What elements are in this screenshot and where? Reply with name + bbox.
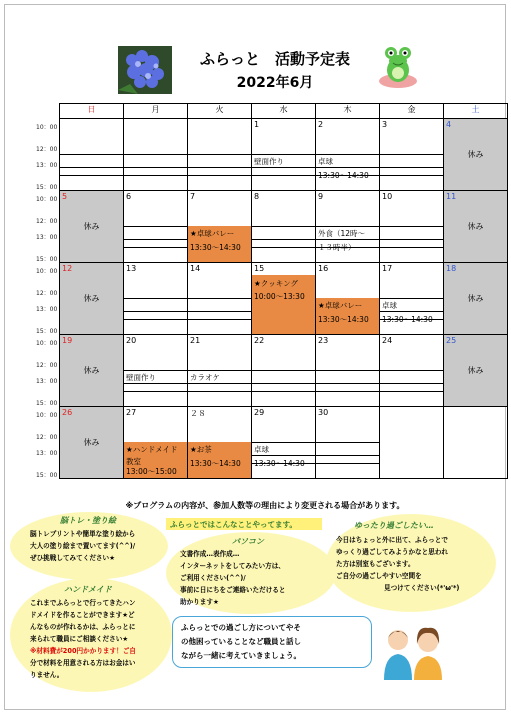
consult-line: ながら一緒に考えていきましょう。 <box>181 651 301 660</box>
date-number: 9 <box>318 192 324 201</box>
date-number: 22 <box>254 336 265 345</box>
time-divider <box>188 175 251 176</box>
date-number: 5 <box>62 192 68 201</box>
event-time: １３時半） <box>318 243 356 252</box>
event-label: ★卓球バレー <box>190 229 235 238</box>
closed-label: 休み <box>83 366 100 375</box>
closed-label: 休み <box>467 222 484 231</box>
day-cell <box>380 263 444 335</box>
time-label: 15：00 <box>36 471 58 479</box>
weekday-mon: 月 <box>124 104 188 119</box>
time-divider <box>380 226 443 227</box>
time-divider <box>60 167 123 168</box>
time-divider <box>316 455 379 456</box>
day-cell <box>252 407 316 479</box>
closed-label: 休み <box>467 150 484 159</box>
date-number: 17 <box>382 264 393 273</box>
page-subtitle: 2022年6月 <box>236 75 314 91</box>
handmade-line: りません。 <box>30 671 64 679</box>
date-number: 11 <box>446 192 457 201</box>
event-time: 13:00～15:00 <box>126 467 177 476</box>
day-cell <box>444 191 508 263</box>
weekday-fri: 金 <box>380 104 444 119</box>
pc-line: 助かります★ <box>180 598 219 606</box>
handmade-text <box>30 597 136 681</box>
day-cell <box>252 335 316 407</box>
time-divider <box>252 247 315 248</box>
pc-line: インターネットをしてみたい方は、 <box>180 562 285 570</box>
day-cell <box>188 119 252 191</box>
time-divider <box>124 298 187 299</box>
time-divider <box>60 154 123 155</box>
date-number: 24 <box>382 336 393 345</box>
page-title: ふらっと 活動予定表 <box>199 50 350 68</box>
weekday-header-row <box>34 104 508 119</box>
day-cell <box>252 263 316 335</box>
time-divider <box>316 383 379 384</box>
time-label: 13：00 <box>36 305 58 313</box>
time-label: 13：00 <box>36 449 58 457</box>
event-time: 10:00～13:30 <box>254 292 305 301</box>
day-cell <box>124 335 188 407</box>
time-divider <box>252 391 315 392</box>
pc-line: 事前に日にちをご連絡いただけると <box>180 586 286 594</box>
day-cell <box>316 119 380 191</box>
event-label: ★ハンドメイド <box>126 445 178 454</box>
date-number: 2 <box>318 120 324 129</box>
handmade-cost-note: ※材料費が200円かかります！ご自 <box>30 647 136 655</box>
event-time: 13:30～14:30 <box>254 459 305 468</box>
day-cell <box>60 119 124 191</box>
day-cell <box>60 191 124 263</box>
day-cell <box>124 119 188 191</box>
date-number: 30 <box>318 408 329 417</box>
day-cell <box>444 335 508 407</box>
calendar-table <box>34 103 508 479</box>
time-divider <box>124 175 187 176</box>
date-number: 29 <box>254 408 265 417</box>
time-label: 10：00 <box>36 195 58 203</box>
week-row <box>34 263 508 335</box>
handmade-title: ハンドメイド <box>64 585 112 594</box>
time-divider <box>124 167 187 168</box>
schedule-change-note: ※プログラムの内容が、参加人数等の理由により変更される場合があります。 <box>125 501 405 510</box>
brain-training-title: 脳トレ・塗り絵 <box>60 516 116 525</box>
time-divider <box>380 175 443 176</box>
pc-line: ご利用ください(^^)/ <box>180 574 246 582</box>
day-cell <box>380 407 444 479</box>
closed-label: 休み <box>467 366 484 375</box>
time-divider <box>252 175 315 176</box>
relax-line: 見つけてください(*'ω'*) <box>384 584 460 592</box>
time-divider <box>60 175 123 176</box>
event-time: 13:30～14:30 <box>318 171 369 180</box>
date-number: 4 <box>446 120 452 129</box>
time-divider <box>316 391 379 392</box>
time-divider <box>380 167 443 168</box>
date-number: 20 <box>126 336 137 345</box>
hydrangea-image <box>118 46 172 94</box>
time-column <box>34 335 60 407</box>
relax-line: た方は別室もございます。 <box>336 560 415 568</box>
handmade-line: ドメイドを作ることができます★ど <box>30 611 135 619</box>
event-label: 卓球 <box>318 157 333 166</box>
time-column <box>34 407 60 479</box>
day-cell <box>252 191 316 263</box>
date-number: 25 <box>446 336 457 345</box>
relax-line: ゆっくり過ごしてみようかなと思われ <box>336 548 449 556</box>
day-cell <box>60 335 124 407</box>
time-divider <box>316 370 379 371</box>
weekday-thu: 木 <box>316 104 380 119</box>
date-number: ２８ <box>190 409 206 418</box>
time-label: 12：00 <box>36 145 58 153</box>
relax-title: ゆったり過ごしたい… <box>354 521 434 530</box>
time-divider <box>380 383 443 384</box>
closed-label: 休み <box>83 222 100 231</box>
time-column <box>34 119 60 191</box>
event-label: ★クッキング <box>254 279 298 288</box>
week-row <box>34 191 508 263</box>
time-divider <box>188 319 251 320</box>
consult-line: ふらっとでの過ごし方についてやそ <box>181 623 301 632</box>
time-divider <box>380 247 443 248</box>
date-number: 6 <box>126 192 132 201</box>
time-divider <box>124 226 187 227</box>
handmade-line: これまでふらっとで行ってきたハン <box>30 599 136 607</box>
event-label: 壁面作り <box>126 373 156 382</box>
weekday-sun: 日 <box>60 104 124 119</box>
brain-training-line: 大人の塗り絵まで置いてます(^^)/ <box>30 542 136 550</box>
time-label: 15：00 <box>36 183 58 191</box>
time-label: 12：00 <box>36 217 58 225</box>
time-label: 10：00 <box>36 267 58 275</box>
brain-training-line: 脳トレプリントや簡単な塗り絵から <box>30 530 136 538</box>
time-label: 15：00 <box>36 399 58 407</box>
day-cell <box>380 119 444 191</box>
time-label: 10：00 <box>36 411 58 419</box>
closed-label: 休み <box>83 294 100 303</box>
time-label: 13：00 <box>36 161 58 169</box>
time-label: 15：00 <box>36 255 58 263</box>
time-divider <box>316 463 379 464</box>
day-cell <box>316 335 380 407</box>
day-cell <box>188 335 252 407</box>
event-label: 卓球 <box>382 301 397 310</box>
day-cell <box>380 335 444 407</box>
event-time: 13:30～14:30 <box>318 315 369 324</box>
date-number: 27 <box>126 408 137 417</box>
time-label: 15：00 <box>36 327 58 335</box>
event-label: ★卓球バレー <box>318 301 363 310</box>
day-cell <box>124 263 188 335</box>
event-label: ★お茶 <box>190 445 212 454</box>
time-column <box>34 263 60 335</box>
day-cell <box>316 191 380 263</box>
weekday-tue: 火 <box>188 104 252 119</box>
time-divider <box>188 311 251 312</box>
week-row <box>34 119 508 191</box>
relax-line: ご自分の過ごしやすい空間を <box>336 572 422 580</box>
time-label: 13：00 <box>36 233 58 241</box>
time-divider <box>124 319 187 320</box>
pc-text <box>180 548 286 608</box>
date-number: 16 <box>318 264 329 273</box>
day-cell <box>60 407 124 479</box>
time-divider <box>124 247 187 248</box>
time-label: 10：00 <box>36 339 58 347</box>
brain-training-line: ぜひ挑戦してみてください★ <box>30 554 116 562</box>
date-number: 3 <box>382 120 388 129</box>
date-number: 18 <box>446 264 457 273</box>
week-row <box>34 407 508 479</box>
day-cell <box>444 263 508 335</box>
date-number: 13 <box>126 264 137 273</box>
day-cell <box>444 407 508 479</box>
day-cell <box>124 191 188 263</box>
time-divider <box>316 442 379 443</box>
time-divider <box>188 298 251 299</box>
people-illustration <box>378 620 450 680</box>
frog-icon <box>378 43 418 89</box>
weekday-sat: 土 <box>444 104 508 119</box>
handmade-line: 来られて職員にご相談ください★ <box>30 635 129 643</box>
date-number: 7 <box>190 192 196 201</box>
time-label: 12：00 <box>36 361 58 369</box>
relax-text <box>336 534 459 594</box>
consult-box <box>172 616 372 668</box>
time-divider <box>252 226 315 227</box>
time-divider <box>188 167 251 168</box>
day-cell <box>316 263 380 335</box>
day-cell <box>188 407 252 479</box>
date-number: 23 <box>318 336 329 345</box>
day-cell <box>124 407 188 479</box>
weekday-wed: 水 <box>252 104 316 119</box>
time-divider <box>252 239 315 240</box>
time-divider <box>252 370 315 371</box>
day-cell <box>252 119 316 191</box>
time-divider <box>124 239 187 240</box>
time-divider <box>252 383 315 384</box>
week-row <box>34 335 508 407</box>
relax-line: 今日はちょっと外に出て、ふらっとで <box>336 536 448 544</box>
day-cell <box>444 119 508 191</box>
handmade-line: んなものが作れるかは、ふらっとに <box>30 623 136 631</box>
time-label: 10：00 <box>36 123 58 131</box>
time-divider <box>124 311 187 312</box>
time-label: 12：00 <box>36 289 58 297</box>
date-number: 19 <box>62 336 73 345</box>
day-cell <box>380 191 444 263</box>
time-divider <box>188 391 251 392</box>
pc-title: パソコン <box>232 537 264 546</box>
day-cell <box>188 191 252 263</box>
date-number: 15 <box>254 264 265 273</box>
date-number: 1 <box>254 120 260 129</box>
time-divider <box>380 370 443 371</box>
time-label: 13：00 <box>36 377 58 385</box>
time-divider <box>188 154 251 155</box>
event-time: 13:30～14:30 <box>190 459 241 468</box>
time-divider <box>124 391 187 392</box>
event-label: 壁面作り <box>254 157 284 166</box>
brain-training-text <box>30 528 135 564</box>
date-number: 26 <box>62 408 73 417</box>
date-number: 8 <box>254 192 260 201</box>
event-time: 13:30～14:30 <box>190 243 241 252</box>
day-cell <box>188 263 252 335</box>
closed-label: 休み <box>83 438 100 447</box>
handmade-line: 分で材料を用意される方はお金はい <box>30 659 136 667</box>
event-label: 教室 <box>126 457 141 466</box>
day-cell <box>60 263 124 335</box>
time-divider <box>380 239 443 240</box>
event-label: カラオケ <box>190 373 220 382</box>
event-label: 外食（12時～ <box>318 229 366 238</box>
event-time: 13:30～14:30 <box>382 315 433 324</box>
consult-line: の他困っていることなど職員と話し <box>181 637 301 646</box>
date-number: 21 <box>190 336 201 345</box>
date-number: 10 <box>382 192 393 201</box>
day-cell <box>316 407 380 479</box>
date-number: 14 <box>190 264 201 273</box>
time-divider <box>380 154 443 155</box>
time-divider <box>124 154 187 155</box>
time-header-blank <box>34 104 60 119</box>
time-divider <box>380 391 443 392</box>
pc-line: 文書作成…表作成… <box>180 550 240 558</box>
intro-text: ふらっとではこんなことやってます。 <box>170 520 297 529</box>
closed-label: 休み <box>467 294 484 303</box>
event-label: 卓球 <box>254 445 269 454</box>
date-number: 12 <box>62 264 73 273</box>
time-label: 12：00 <box>36 433 58 441</box>
time-column <box>34 191 60 263</box>
